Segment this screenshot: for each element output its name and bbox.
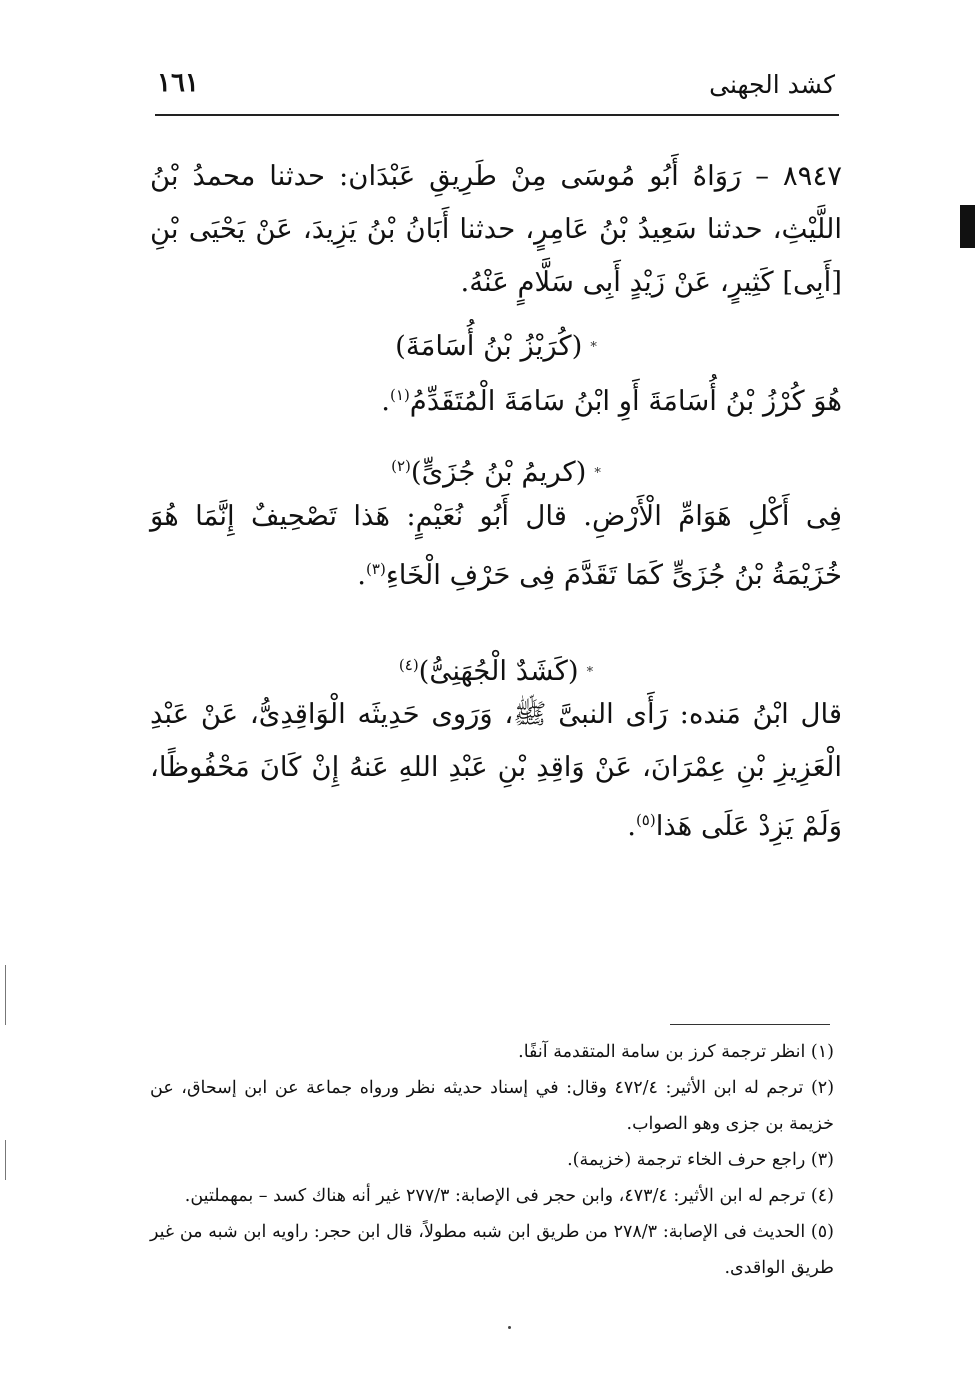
footnote-ref: (١) bbox=[390, 386, 410, 404]
entry-karim-text: فِى أَكْلِ هَوَامِّ الْأَرْضِ. قال أَبُو نُعَيْمٍ: هَذا تَصْحِيفٌ إِنَّمَا هُوَ خُزَيْمَةُ بْنُ جُزَىٍّ كَمَا تَقَدَّمَ فِى حَرْفِ الْخَاءِ$^{(٣)}$. bbox=[150, 500, 842, 592]
entry-kashd bbox=[150, 645, 842, 693]
entry-heading bbox=[150, 446, 842, 494]
body-text: فِى أَكْلِ هَوَامِّ الْأَرْضِ. قال أَبُو نُعَيْمٍ: هَذا تَصْحِيفٌ إِنَّمَا هُوَ خُزَيْمَةُ بْنُ جُزَىٍّ كَمَا تَقَدَّمَ فِى حَرْفِ الْخَاءِ bbox=[150, 500, 842, 592]
margin-line bbox=[5, 1140, 6, 1180]
heading-text: (كَشَدٌ الْجُهَنِىُّ) bbox=[418, 655, 579, 688]
footnotes bbox=[150, 1034, 834, 1286]
footnote-4: (٤) ترجم له ابن الأثير: ٤٧٣/٤، وابن حجر فى الإصابة: ٢٧٧/٣ غير أنه هناك كسد – بمهملتين. bbox=[184, 1186, 834, 1206]
entry-heading bbox=[150, 326, 842, 368]
thumb-index-mark bbox=[960, 205, 975, 248]
entry-karim bbox=[150, 446, 842, 494]
page-number: ١٦١ bbox=[157, 68, 199, 98]
entry-kurayz-text: هُوَ كُرْزُ بْنُ أُسَامَةَ أَوِ ابْنُ سَامَةَ الْمُتَقَدِّمُ$^{(١)}$. bbox=[381, 385, 842, 418]
star-marker: * bbox=[586, 664, 594, 680]
footnote-2: (٢) ترجم له ابن الأثير: ٤٧٢/٤ وقال: في إسناد حديثه نظر ورواه جماعة عن ابن إسحاق، عن خزيمة بن جزى وهو الصواب. bbox=[150, 1078, 835, 1134]
entry-kurayz bbox=[150, 326, 842, 368]
speck bbox=[508, 1326, 511, 1329]
heading-text: (كُرَيْزُ بْنُ أُسَامَةَ) bbox=[395, 330, 583, 362]
body-text: قال ابْنُ مَنده: رَأَى النبىَّ ﷺ، وَرَوى حَدِيثَه الْوَاقِدِىُّ، عَنْ عَبْدِ الْعَزِيزِ بْنِ عِمْرَانَ، عَنْ وَاقِدِ بْنِ عَبْدِ اللهِ عَنهُ إِنْ كَانَ مَحْفُوظًا، وَلَمْ يَزِدْ عَلَى هَذا bbox=[150, 698, 842, 843]
header-rule bbox=[155, 114, 839, 116]
footnote-3: (٣) راجع حرف الخاء ترجمة (خزيمة). bbox=[567, 1150, 834, 1170]
footnote-5: (٥) الحديث فى الإصابة: ٢٧٨/٣ من طريق ابن شبه مطولاً، قال ابن حجر: راويه ابن شبه من غير طريق الواقدى. bbox=[150, 1222, 834, 1278]
heading-text: (كريمُ بْنُ جُزَىٍّ) bbox=[410, 456, 587, 489]
entry-heading bbox=[150, 645, 842, 693]
footnote-rule bbox=[670, 1024, 830, 1025]
body-text: هُوَ كُرْزُ بْنُ أُسَامَةَ أَوِ ابْنُ سَامَةَ الْمُتَقَدِّمُ bbox=[409, 385, 842, 418]
entry-kashd-text: قال ابْنُ مَنده: رَأَى النبىَّ ﷺ، وَرَوى حَدِيثَه الْوَاقِدِىُّ، عَنْ عَبْدِ الْعَزِيزِ بْنِ عِمْرَانَ، عَنْ وَاقِدِ بْنِ عَبْدِ اللهِ عَنهُ إِنْ كَانَ مَحْفُوظًا، وَلَمْ يَزِدْ عَلَى هَذا$^{(٥)}$. bbox=[150, 698, 842, 843]
footnote-ref: (٣) bbox=[366, 560, 386, 578]
star-marker: * bbox=[594, 465, 601, 481]
footnote-ref: (٤) bbox=[398, 656, 419, 674]
entry-8947: ٨٩٤٧ – رَوَاهُ أَبُو مُوسَى مِنْ طَرِيقِ عَبْدَان: حدثنا محمدُ بْنُ اللَّيْثِ، حدثنا سَعِيدُ بْنُ عَامِرٍ، حدثنا أَبَانُ بْنُ يَزِيدَ، عَنْ يَحْيَى بْنِ [أَبِى] كَثِيرٍ، عَنْ زَيْدٍ أَبِى سَلَّامٍ عَنْهُ. bbox=[150, 160, 842, 298]
footnote-ref: (٥) bbox=[635, 811, 656, 829]
margin-line bbox=[5, 965, 6, 1025]
star-marker: * bbox=[590, 339, 597, 355]
footnote-1: (١) انظر ترجمة كرز بن سامة المتقدمة آنفًا. bbox=[518, 1042, 834, 1062]
footnote-ref: (٢) bbox=[391, 457, 411, 475]
running-title: كشد الجهنى bbox=[709, 70, 835, 99]
running-header bbox=[155, 66, 839, 106]
